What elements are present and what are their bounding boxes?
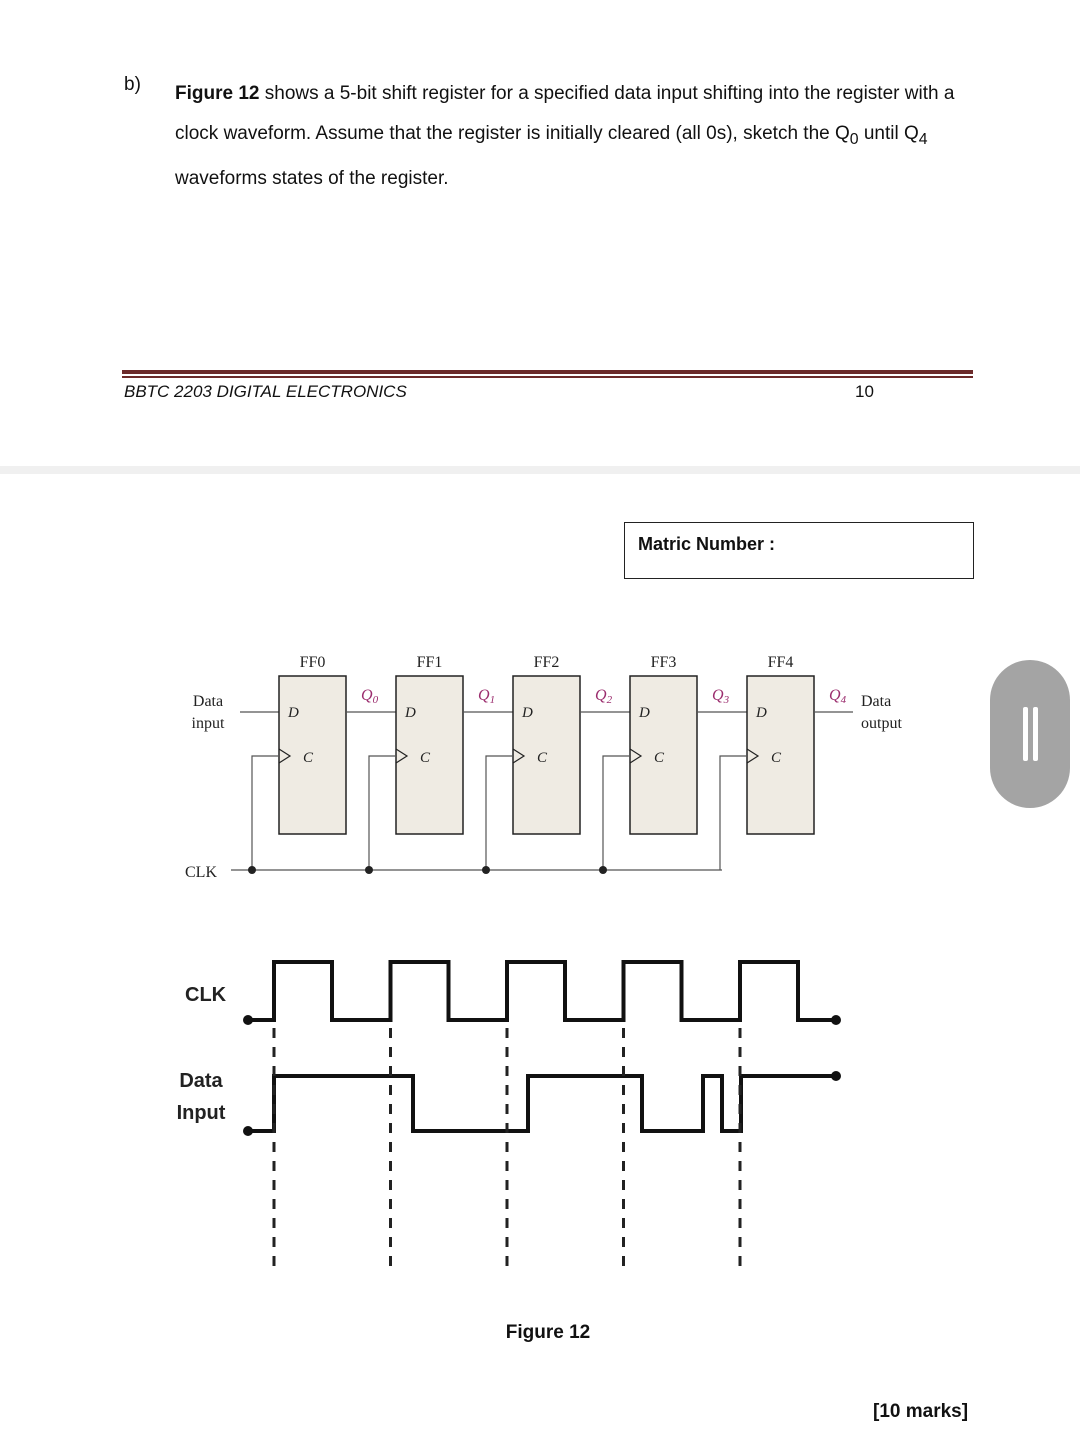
- question-text-part-1: shows a 5-bit shift register for a specified data input shifting into the register with a clock waveform. Assume that the register is initially cleared (all 0s), sketch the Q: [175, 83, 955, 144]
- clock-junction-dot: [599, 866, 607, 874]
- data-input-label: input: [191, 715, 225, 732]
- page-bottom: [0, 474, 1080, 1438]
- q-output-label: Q4: [829, 687, 847, 706]
- marks-label: [10 marks]: [873, 1401, 969, 1422]
- matric-number-label: Matric Number :: [638, 534, 776, 554]
- clock-tap-wire: [603, 756, 630, 870]
- clock-input-label: C: [654, 750, 665, 766]
- waveform-endpoint-dot: [243, 1015, 253, 1025]
- clock-input-label: C: [771, 750, 782, 766]
- flip-flop-label: FF3: [650, 654, 677, 671]
- q-output-label: Q0: [361, 687, 379, 706]
- clock-input-label: C: [303, 750, 314, 766]
- waveform-endpoint-dot: [831, 1015, 841, 1025]
- clock-tap-wire: [252, 756, 279, 870]
- page-top: [0, 0, 1080, 466]
- clock-tap-wire: [720, 756, 747, 870]
- question-text-part-2: until Q: [858, 122, 919, 144]
- waveform-data-label: Data: [179, 1070, 223, 1092]
- clock-junction-dot: [248, 866, 256, 874]
- waveform-data-label: Input: [176, 1102, 226, 1124]
- d-input-label: D: [522, 705, 533, 721]
- subscript-0: 0: [849, 130, 859, 148]
- d-input-label: D: [288, 705, 299, 721]
- data-input-waveform: [248, 1076, 836, 1131]
- q-output-label: Q1: [478, 687, 496, 706]
- figure-caption: Figure 12: [505, 1322, 591, 1343]
- figure-reference: Figure 12: [175, 83, 260, 104]
- d-input-label: D: [405, 705, 416, 721]
- d-input-label: D: [639, 705, 650, 721]
- waveform-endpoint-dot: [831, 1071, 841, 1081]
- subscript-4: 4: [918, 130, 928, 148]
- footer-rule-thick: [122, 370, 973, 374]
- circuit-clk-label: CLK: [185, 864, 217, 881]
- waveform-endpoint-dot: [243, 1126, 253, 1136]
- flip-flop-label: FF4: [767, 654, 794, 671]
- clock-tap-wire: [369, 756, 396, 870]
- clock-input-label: C: [420, 750, 431, 766]
- figure-12-diagram: [0, 474, 1080, 1438]
- clock-waveform: [248, 962, 836, 1020]
- grip-bar: [1023, 707, 1028, 761]
- clock-junction-dot: [365, 866, 373, 874]
- data-output-label: output: [861, 715, 902, 732]
- clock-junction-dot: [482, 866, 490, 874]
- q-output-label: Q2: [595, 687, 613, 706]
- waveform-clk-label: CLK: [185, 984, 227, 1006]
- grip-bar: [1033, 707, 1038, 761]
- data-output-label: Data: [861, 693, 892, 710]
- d-input-label: D: [756, 705, 767, 721]
- question-text-part-3: waveforms states of the register.: [175, 167, 449, 189]
- footer-course-title: BBTC 2203 DIGITAL ELECTRONICS: [124, 382, 407, 401]
- footer-rule-thin: [122, 376, 973, 378]
- flip-flop-label: FF0: [299, 654, 326, 671]
- question-text: [175, 74, 985, 198]
- footer-page-number: 10: [855, 382, 874, 401]
- question-label: b): [124, 74, 141, 95]
- q-output-label: Q3: [712, 687, 730, 706]
- flip-flop-label: FF2: [533, 654, 560, 671]
- flip-flop-label: FF1: [416, 654, 443, 671]
- scroll-handle[interactable]: [990, 660, 1070, 808]
- data-input-label: Data: [192, 693, 224, 710]
- clock-input-label: C: [537, 750, 548, 766]
- clock-tap-wire: [486, 756, 513, 870]
